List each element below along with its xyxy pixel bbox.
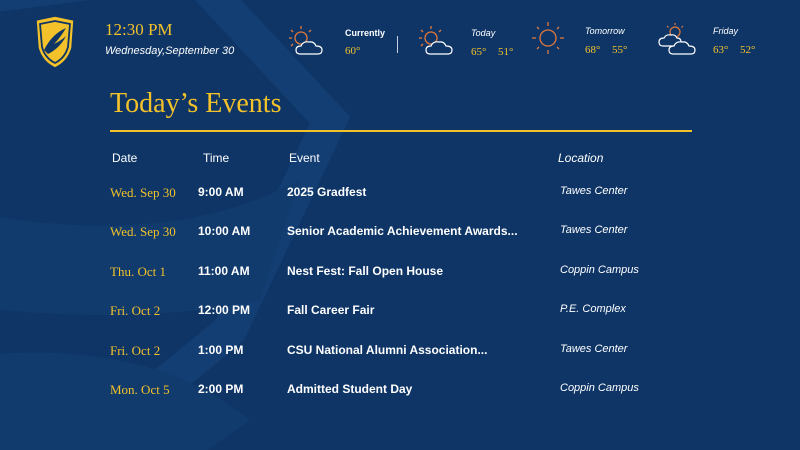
event-row xyxy=(0,185,800,209)
weather-tomorrow-high: 68° xyxy=(585,44,601,56)
event-row xyxy=(0,382,800,406)
event-row xyxy=(0,303,800,327)
event-date: Thu. Oct 1 xyxy=(110,264,166,279)
event-date: Mon. Oct 5 xyxy=(110,382,170,397)
event-title: 2025 Gradfest xyxy=(287,185,367,199)
event-title: Fall Career Fair xyxy=(287,303,375,317)
event-time: 11:00 AM xyxy=(198,264,250,278)
weather-friday-low: 52° xyxy=(740,44,756,56)
event-date: Fri. Oct 2 xyxy=(110,343,161,358)
clock-time: 12:30 PM xyxy=(105,20,173,39)
event-time: 1:00 PM xyxy=(198,343,244,357)
event-title: Nest Fest: Fall Open House xyxy=(287,264,444,278)
sunny-icon xyxy=(528,20,568,56)
event-time: 12:00 PM xyxy=(198,303,251,317)
column-header-event: Event xyxy=(289,151,320,165)
event-location: Tawes Center xyxy=(560,185,628,197)
column-header-time: Time xyxy=(203,151,230,165)
event-row xyxy=(0,224,800,248)
weather-tomorrow-label: Tomorrow xyxy=(585,26,625,36)
weather-tomorrow-low: 55° xyxy=(612,44,628,56)
event-title: Senior Academic Achievement Awards... xyxy=(287,224,518,238)
column-header-location: Location xyxy=(558,151,604,165)
event-date: Wed. Sep 30 xyxy=(110,224,176,239)
event-title: CSU National Alumni Association... xyxy=(287,343,488,357)
event-date: Wed. Sep 30 xyxy=(110,185,176,200)
weather-friday-label: Friday xyxy=(713,26,739,36)
weather-currently-temp: 60° xyxy=(345,45,361,57)
clock-date: Wednesday,September 30 xyxy=(105,45,235,57)
weather-today-low: 51° xyxy=(498,46,514,58)
weather-today-label: Today xyxy=(471,28,496,38)
weather-divider xyxy=(397,36,398,53)
university-shield-logo xyxy=(32,14,78,70)
weather-today-high: 65° xyxy=(471,46,487,58)
event-date: Fri. Oct 2 xyxy=(110,303,161,318)
event-location: Tawes Center xyxy=(560,343,628,355)
column-header-date: Date xyxy=(112,151,138,165)
weather-currently-label: Currently xyxy=(345,28,386,38)
event-time: 9:00 AM xyxy=(198,185,244,199)
title-divider xyxy=(110,130,692,132)
event-row xyxy=(0,343,800,367)
partly-cloudy-icon xyxy=(286,24,326,60)
event-row xyxy=(0,264,800,288)
event-location: P.E. Complex xyxy=(560,303,626,315)
event-time: 2:00 PM xyxy=(198,382,244,396)
event-title: Admitted Student Day xyxy=(287,382,413,396)
weather-friday-high: 63° xyxy=(713,44,729,56)
event-location: Coppin Campus xyxy=(560,264,639,276)
event-time: 10:00 AM xyxy=(198,224,251,238)
event-location: Tawes Center xyxy=(560,224,628,236)
partly-cloudy-icon xyxy=(416,24,456,60)
event-location: Coppin Campus xyxy=(560,382,639,394)
cloudy-icon xyxy=(657,22,697,58)
page-title: Today’s Events xyxy=(110,88,282,119)
